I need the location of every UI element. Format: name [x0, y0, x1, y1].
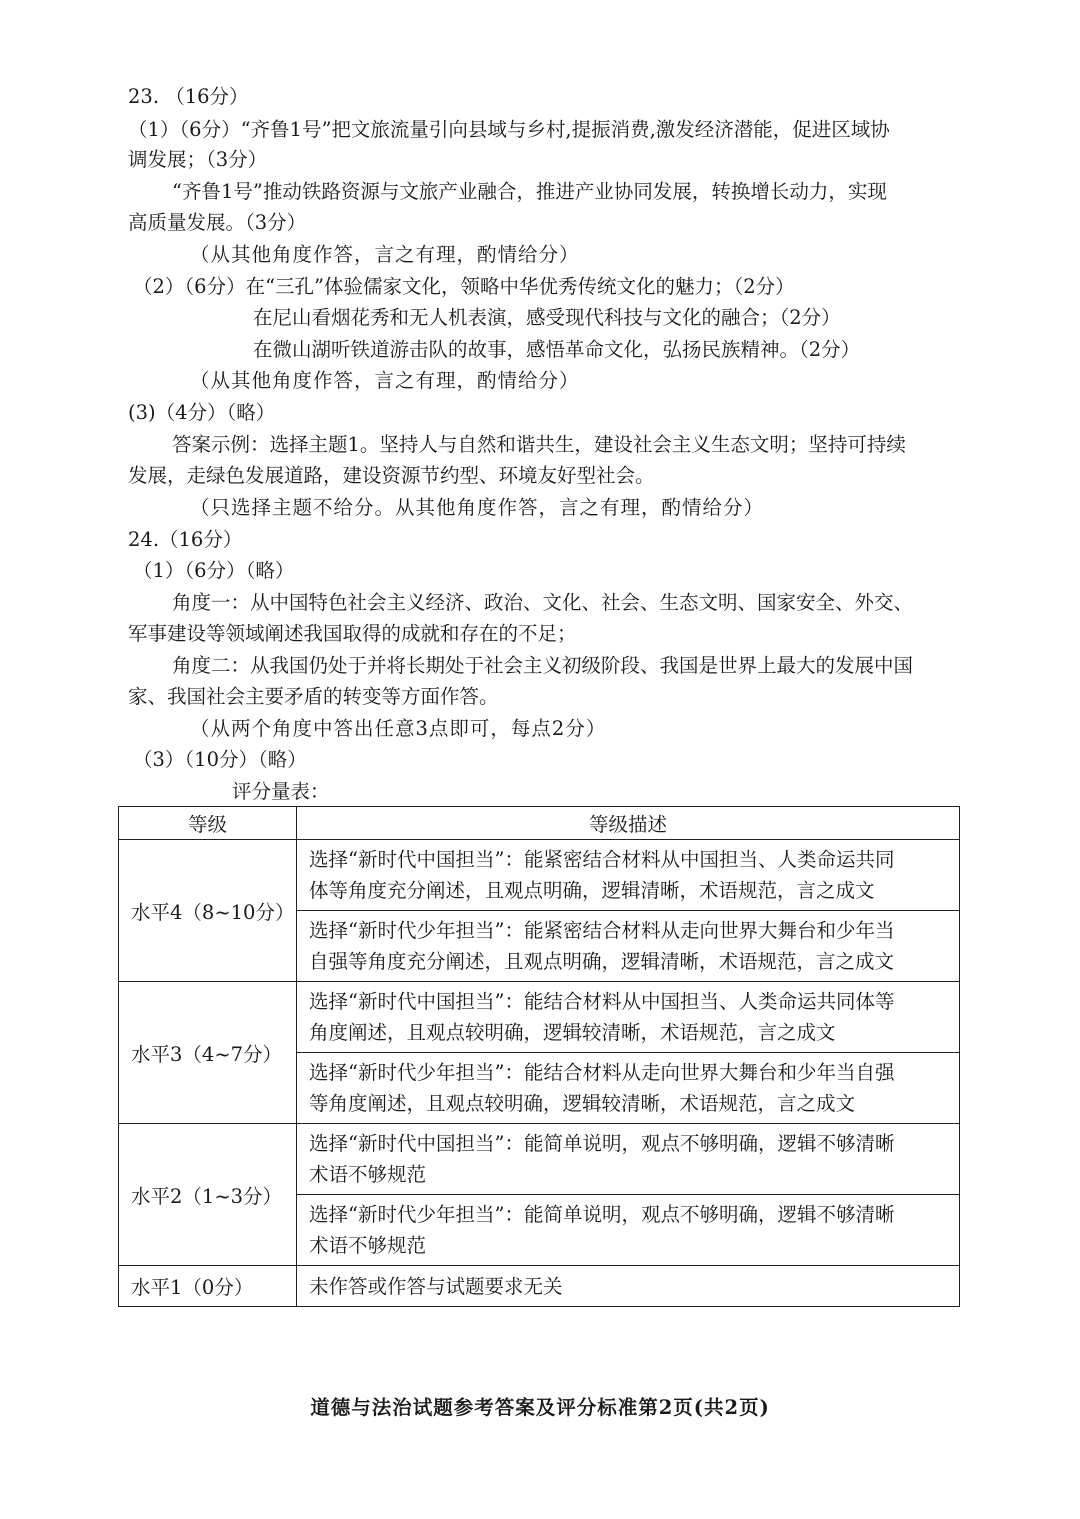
description-cell [297, 982, 960, 1053]
description-cell [297, 1124, 960, 1195]
column-header-level: 等级 [119, 807, 297, 840]
q23-part2-line1: （2）（6分）在“三孔”体验儒家文化，领略中华优秀传统文化的魅力；（2分） [133, 275, 795, 298]
description-line: 选择“新时代中国担当”：能简单说明，观点不够明确，逻辑不够清晰 [309, 1132, 895, 1155]
q23-part1-line2: 调发展；（3分） [128, 148, 268, 171]
table-row [119, 1124, 960, 1195]
q23-part3-line1: (3)（4分）（略） [128, 401, 276, 424]
q23-header: 23. （16分） [128, 85, 249, 108]
description-line: 选择“新时代少年担当”：能简单说明，观点不够明确，逻辑不够清晰 [309, 1203, 895, 1226]
description-line: 术语不够规范 [309, 1234, 427, 1257]
q24-part1-note: （从两个角度中答出任意3点即可，每点2分） [190, 717, 607, 740]
q23-part1-line4: 高质量发展。（3分） [128, 211, 307, 234]
q24-part1-line4: 角度二：从我国仍处于并将长期处于社会主义初级阶段、我国是世界上最大的发展中国 [172, 654, 914, 677]
q24-part3-line1: （3）（10分）（略） [133, 748, 307, 771]
scoring-table [118, 806, 960, 1307]
level-cell: 水平1（0分） [119, 1266, 297, 1307]
description-line: 选择“新时代中国担当”：能紧密结合材料从中国担当、人类命运共同 [309, 848, 895, 871]
q23-part2-line3: 在微山湖听铁道游击队的故事，感悟革命文化，弘扬民族精神。（2分） [253, 338, 861, 361]
q24-part1-line5: 家、我国社会主要矛盾的转变等方面作答。 [128, 685, 499, 708]
q24-part1-line2: 角度一：从中国特色社会主义经济、政治、文化、社会、生态文明、国家安全、外交、 [172, 591, 914, 614]
level-cell: 水平3（4~7分） [119, 982, 297, 1124]
description-line: 自强等角度充分阐述，且观点明确，逻辑清晰，术语规范，言之成文 [309, 950, 895, 973]
description-line: 等角度阐述，且观点较明确，逻辑较清晰，术语规范，言之成文 [309, 1092, 856, 1115]
description-line: 选择“新时代中国担当”：能结合材料从中国担当、人类命运共同体等 [309, 990, 895, 1013]
q24-header: 24.（16分） [128, 528, 243, 551]
level-cell: 水平2（1~3分） [119, 1124, 297, 1266]
description-line: 体等角度充分阐述，且观点明确，逻辑清晰，术语规范，言之成文 [309, 879, 875, 902]
table-row [119, 1266, 960, 1307]
description-cell: 未作答或作答与试题要求无关 [297, 1266, 960, 1307]
q24-part1-line1: （1）（6分）（略） [133, 559, 295, 582]
description-cell [297, 1053, 960, 1124]
table-row [119, 982, 960, 1053]
q23-part1-note: （从其他角度作答，言之有理，酌情给分） [190, 243, 580, 266]
description-cell [297, 1195, 960, 1266]
page-footer: 道德与法治试题参考答案及评分标准第2页(共2页) [310, 1396, 770, 1419]
scale-title: 评分量表： [232, 780, 330, 803]
q23-part3-line3: 发展，走绿色发展道路，建设资源节约型、环境友好型社会。 [128, 464, 655, 487]
q23-part3-note: （只选择主题不给分。从其他角度作答，言之有理，酌情给分） [190, 496, 765, 519]
description-line: 术语不够规范 [309, 1163, 427, 1186]
q23-part3-line2: 答案示例：选择主题1。坚持人与自然和谐共生，建设社会主义生态文明；坚持可持续 [172, 433, 906, 456]
column-header-description: 等级描述 [297, 807, 960, 840]
description-cell [297, 840, 960, 911]
description-line: 角度阐述，且观点较明确，逻辑较清晰，术语规范，言之成文 [309, 1021, 836, 1044]
description-cell [297, 911, 960, 982]
description-line: 选择“新时代少年担当”：能紧密结合材料从走向世界大舞台和少年当 [309, 919, 895, 942]
table-header-row [119, 807, 960, 840]
q23-part1-line1: （1）（6分）“齐鲁1号”把文旅流量引向县域与乡村,提振消费,激发经济潜能，促进区域协 [128, 118, 890, 141]
q23-part1-line3: “齐鲁1号”推动铁路资源与文旅产业融合，推进产业协同发展，转换增长动力，实现 [172, 180, 887, 203]
description-line: 选择“新时代少年担当”：能结合材料从走向世界大舞台和少年当自强 [309, 1061, 895, 1084]
q24-part1-line3: 军事建设等领域阐述我国取得的成就和存在的不足； [128, 622, 577, 645]
level-cell: 水平4（8~10分） [119, 840, 297, 982]
table-row [119, 840, 960, 911]
q23-part2-line2: 在尼山看烟花秀和无人机表演，感受现代科技与文化的融合；（2分） [253, 306, 841, 329]
q23-part2-note: （从其他角度作答，言之有理，酌情给分） [190, 369, 580, 392]
